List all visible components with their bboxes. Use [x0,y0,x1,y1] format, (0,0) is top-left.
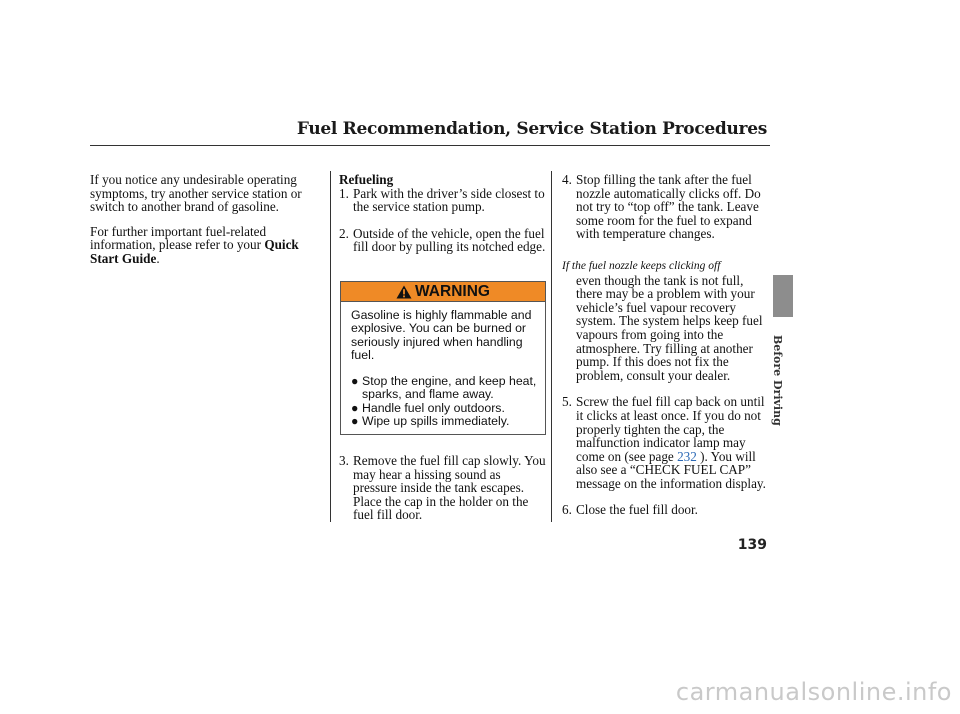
warning-body [341,302,545,428]
warning-bullet-text: Stop the engine, and keep heat, sparks, and flame away. [362,374,537,402]
further-info-text: For further important fuel-related information, please refer to your [90,223,267,253]
step-4-text: Stop filling the tank after the fuel nozzle automatically clicks off. Do not try to “top off” the tank. Leave some room for the fuel to expand with temperature changes. [576,172,761,242]
bullet-icon: ● [351,374,359,389]
paragraph-symptoms: If you notice any undesirable operating symptoms, try another service station or switch to another brand of gasoline. [90,172,302,215]
page-232-link[interactable]: 232 [677,448,697,464]
step-5-text-b: ). You will also see a “CHECK FUEL CAP” message on the information display. [576,448,766,491]
column-right [562,173,772,517]
step-4-number: 4. [562,172,572,187]
page-number: 139 [737,537,767,553]
column-divider-2 [551,171,552,522]
further-info-period: . [156,250,160,266]
bullet-icon: ● [351,414,359,429]
warning-bullet-item [351,415,537,428]
section-tab-label: Before Driving [771,335,784,426]
warning-bullet-item [351,402,537,415]
step-1 [339,187,547,214]
step-1-number: 1. [339,185,349,201]
warning-header [341,282,545,302]
quick-start-guide-ref: Quick Start Guide [90,237,299,266]
warning-box [340,281,546,435]
column-divider-1 [330,171,331,522]
section-tab-marker [773,275,793,317]
step-3-text: Remove the fuel fill cap slowly. You may hear a hissing sound as pressure inside the tank escapes. Place the cap in the holder on the fuel fill door. [353,453,546,523]
paragraph-further-info [90,225,315,266]
warning-bullet-text: Wipe up spills immediately. [362,414,510,429]
step-3-number: 3. [339,453,349,468]
step-2-text: Outside of the vehicle, open the fuel fill door by pulling its notched edge. [353,225,546,255]
step-6-number: 6. [562,502,572,518]
step-1-text: Park with the driver’s side closest to the service station pump. [353,185,545,215]
warning-bullet-list [351,375,537,428]
step-2-number: 2. [339,225,349,241]
warning-triangle-icon [396,285,412,299]
step-3 [339,454,547,522]
page-title: Fuel Recommendation, Service Station Procedures [296,119,767,139]
step-5 [562,395,772,490]
column-middle [339,173,547,254]
bullet-icon: ● [351,400,359,415]
step-4 [562,173,772,241]
warning-bullet-text: Handle fuel only outdoors. [362,400,505,415]
step-6-text: Close the fuel fill door. [576,502,698,518]
warning-title: WARNING [415,282,490,300]
step-2 [339,227,547,254]
step-5-number: 5. [562,394,572,410]
column-middle-lower [339,454,547,522]
watermark: carmanualsonline.info [675,678,952,706]
nozzle-clicking-lead: If the fuel nozzle keeps clicking off [562,259,721,272]
step-4-continuation: even though the tank is not full, there may be a problem with your vehicle’s fuel vapour recovery system. The system helps keep fuel vapours from going into the atmosphere. Try filling at another pump. If this does not fix the problem, consult your dealer. [576,272,763,383]
header-rule [90,145,770,146]
warning-bullet-item [351,375,537,402]
step-5-text [576,395,772,490]
refueling-heading: Refueling [339,172,394,187]
column-left [90,173,315,266]
step-6 [562,503,772,517]
step-5-text-a: Screw the fuel fill cap back on until it clicks at least once. If you do not properly tighten the cap, the malfunction indicator lamp may come on (see page [576,394,765,464]
warning-text: Gasoline is highly flammable and explosive. You can be burned or seriously injured when handling fuel. [351,308,532,362]
